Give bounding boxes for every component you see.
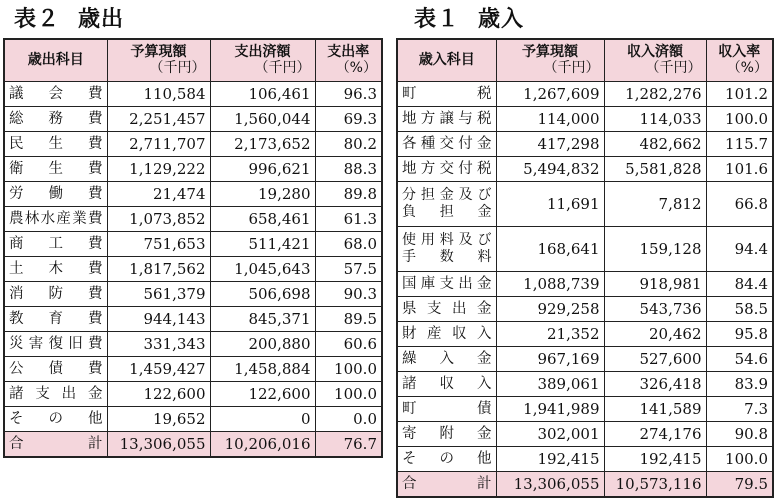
table-row [397, 371, 773, 396]
table-row [4, 231, 382, 256]
table-row [4, 156, 382, 181]
row-actual: 106,461 [210, 81, 315, 106]
revenue-table [396, 38, 774, 498]
table-row [4, 206, 382, 231]
right-title-name: 歳入 [478, 7, 525, 32]
table-row [397, 156, 773, 181]
row-actual: 996,621 [210, 156, 315, 181]
row-rate: 94.4 [706, 226, 773, 271]
row-rate: 95.8 [706, 321, 773, 346]
row-actual: 506,698 [210, 281, 315, 306]
row-item: 公債費 [4, 356, 107, 381]
row-item: 町税 [397, 81, 496, 106]
total-row [4, 431, 382, 457]
total-actual: 10,573,116 [604, 471, 706, 497]
left-table-title [14, 2, 124, 32]
row-item-line1: 使用料及び [402, 231, 492, 248]
table-row [397, 346, 773, 371]
header-actual-unit: （千円） [645, 60, 702, 77]
header-actual [604, 39, 706, 81]
row-rate: 90.8 [706, 421, 773, 446]
row-rate: 100.0 [706, 446, 773, 471]
table-row [397, 446, 773, 471]
row-budget: 110,584 [107, 81, 210, 106]
header-item: 歳出科目 [4, 39, 107, 81]
row-actual: 5,581,828 [604, 156, 706, 181]
row-item: 衛生費 [4, 156, 107, 181]
header-actual-unit: （千円） [254, 60, 311, 77]
table-row [4, 81, 382, 106]
table-row [397, 271, 773, 296]
row-budget: 5,494,832 [496, 156, 604, 181]
total-rate: 79.5 [706, 471, 773, 497]
table-row [397, 396, 773, 421]
row-rate: 100.0 [315, 381, 382, 406]
header-actual-label: 収入済額 [627, 44, 683, 61]
row-rate: 61.3 [315, 206, 382, 231]
row-actual: 114,033 [604, 106, 706, 131]
row-budget: 1,073,852 [107, 206, 210, 231]
row-rate: 66.8 [706, 181, 773, 226]
row-item: 各種交付金 [397, 131, 496, 156]
row-item: 繰入金 [397, 346, 496, 371]
header-budget-label: 予算現額 [130, 44, 187, 61]
right-table-title [414, 2, 524, 32]
row-actual: 527,600 [604, 346, 706, 371]
row-rate: 101.2 [706, 81, 773, 106]
header-rate-label: 支出率 [327, 44, 370, 61]
row-budget: 11,691 [496, 181, 604, 226]
row-item: 土木費 [4, 256, 107, 281]
header-budget-label: 予算現額 [522, 44, 578, 61]
header-item: 歳入科目 [397, 39, 496, 81]
row-actual: 20,462 [604, 321, 706, 346]
total-row [397, 471, 773, 497]
table-row [397, 131, 773, 156]
row-budget: 944,143 [107, 306, 210, 331]
row-item: 国庫支出金 [397, 271, 496, 296]
table-row [397, 296, 773, 321]
table-row [397, 321, 773, 346]
row-budget: 1,941,989 [496, 396, 604, 421]
row-item-line1: 分担金及び [402, 186, 492, 203]
table-row [4, 181, 382, 206]
row-budget: 1,817,562 [107, 256, 210, 281]
row-item: 財産収入 [397, 321, 496, 346]
row-rate: 88.3 [315, 156, 382, 181]
left-title-number: 表２ [14, 7, 61, 32]
table-row [4, 331, 382, 356]
header-actual-label: 支出済額 [234, 44, 291, 61]
table-row [4, 306, 382, 331]
row-rate: 80.2 [315, 131, 382, 156]
row-budget: 929,258 [496, 296, 604, 321]
row-item: 労働費 [4, 181, 107, 206]
row-item: その他 [397, 446, 496, 471]
table-row [4, 406, 382, 431]
table-header-row [4, 39, 382, 81]
row-actual: 1,458,884 [210, 356, 315, 381]
row-item: 商工費 [4, 231, 107, 256]
row-actual: 192,415 [604, 446, 706, 471]
row-actual: 326,418 [604, 371, 706, 396]
row-item-line2: 負担金 [402, 203, 492, 220]
header-rate [315, 39, 382, 81]
table-row [397, 421, 773, 446]
table-row [4, 256, 382, 281]
row-rate: 89.5 [315, 306, 382, 331]
header-budget [496, 39, 604, 81]
row-item: 地方譲与税 [397, 106, 496, 131]
row-actual: 274,176 [604, 421, 706, 446]
row-item: 諸支出金 [4, 381, 107, 406]
header-actual [210, 39, 315, 81]
row-actual: 122,600 [210, 381, 315, 406]
header-rate-unit: （%） [726, 60, 768, 77]
table-row [4, 356, 382, 381]
row-budget: 389,061 [496, 371, 604, 396]
header-rate-unit: （%） [335, 60, 377, 77]
row-actual: 7,812 [604, 181, 706, 226]
row-actual: 511,421 [210, 231, 315, 256]
row-budget: 967,169 [496, 346, 604, 371]
table-row [4, 381, 382, 406]
row-item [397, 181, 496, 226]
header-budget-unit: （千円） [543, 60, 600, 77]
row-budget: 2,251,457 [107, 106, 210, 131]
row-budget: 1,129,222 [107, 156, 210, 181]
row-rate: 89.8 [315, 181, 382, 206]
right-title-number: 表１ [414, 7, 461, 32]
header-rate [706, 39, 773, 81]
header-budget [107, 39, 210, 81]
row-actual: 1,560,044 [210, 106, 315, 131]
expenditure-table [3, 38, 383, 458]
row-item: 議会費 [4, 81, 107, 106]
row-rate: 68.0 [315, 231, 382, 256]
row-item: 民生費 [4, 131, 107, 156]
row-rate: 0.0 [315, 406, 382, 431]
row-budget: 1,088,739 [496, 271, 604, 296]
row-budget: 302,001 [496, 421, 604, 446]
row-item-line2: 手数料 [402, 248, 492, 265]
row-actual: 543,736 [604, 296, 706, 321]
row-budget: 1,267,609 [496, 81, 604, 106]
table-row [4, 281, 382, 306]
row-rate: 101.6 [706, 156, 773, 181]
row-rate: 115.7 [706, 131, 773, 156]
row-item: 総務費 [4, 106, 107, 131]
total-item: 合計 [4, 431, 107, 457]
row-budget: 751,653 [107, 231, 210, 256]
row-budget: 331,343 [107, 331, 210, 356]
row-rate: 54.6 [706, 346, 773, 371]
row-item: 教育費 [4, 306, 107, 331]
row-item: 農林水産業費 [4, 206, 107, 231]
total-item: 合計 [397, 471, 496, 497]
row-actual: 1,282,276 [604, 81, 706, 106]
row-budget: 114,000 [496, 106, 604, 131]
row-rate: 60.6 [315, 331, 382, 356]
row-actual: 200,880 [210, 331, 315, 356]
row-budget: 19,652 [107, 406, 210, 431]
table-row [397, 106, 773, 131]
row-item: 諸収入 [397, 371, 496, 396]
total-budget: 13,306,055 [496, 471, 604, 497]
table-row [397, 226, 773, 271]
total-budget: 13,306,055 [107, 431, 210, 457]
total-rate: 76.7 [315, 431, 382, 457]
total-actual: 10,206,016 [210, 431, 315, 457]
row-actual: 1,045,643 [210, 256, 315, 281]
table-row [397, 81, 773, 106]
row-item: 県支出金 [397, 296, 496, 321]
row-item: 寄附金 [397, 421, 496, 446]
row-actual: 845,371 [210, 306, 315, 331]
row-budget: 168,641 [496, 226, 604, 271]
row-rate: 57.5 [315, 256, 382, 281]
table-row [4, 106, 382, 131]
table-row [397, 181, 773, 226]
row-budget: 417,298 [496, 131, 604, 156]
row-rate: 58.5 [706, 296, 773, 321]
row-item: 町債 [397, 396, 496, 421]
row-budget: 122,600 [107, 381, 210, 406]
row-item: 地方交付税 [397, 156, 496, 181]
row-rate: 96.3 [315, 81, 382, 106]
row-budget: 21,352 [496, 321, 604, 346]
row-budget: 561,379 [107, 281, 210, 306]
row-actual: 658,461 [210, 206, 315, 231]
row-rate: 84.4 [706, 271, 773, 296]
row-rate: 83.9 [706, 371, 773, 396]
table-header-row [397, 39, 773, 81]
row-item: 消防費 [4, 281, 107, 306]
header-budget-unit: （千円） [149, 60, 206, 77]
row-actual: 918,981 [604, 271, 706, 296]
row-actual: 159,128 [604, 226, 706, 271]
row-actual: 482,662 [604, 131, 706, 156]
row-rate: 69.3 [315, 106, 382, 131]
row-item: その他 [4, 406, 107, 431]
row-rate: 100.0 [315, 356, 382, 381]
row-item [397, 226, 496, 271]
row-rate: 7.3 [706, 396, 773, 421]
left-title-name: 歳出 [78, 7, 125, 32]
row-budget: 2,711,707 [107, 131, 210, 156]
header-rate-label: 収入率 [718, 44, 761, 61]
row-actual: 19,280 [210, 181, 315, 206]
row-budget: 192,415 [496, 446, 604, 471]
table-row [4, 131, 382, 156]
row-rate: 90.3 [315, 281, 382, 306]
row-budget: 1,459,427 [107, 356, 210, 381]
row-actual: 2,173,652 [210, 131, 315, 156]
row-budget: 21,474 [107, 181, 210, 206]
row-item: 災害復旧費 [4, 331, 107, 356]
row-rate: 100.0 [706, 106, 773, 131]
row-actual: 0 [210, 406, 315, 431]
row-actual: 141,589 [604, 396, 706, 421]
